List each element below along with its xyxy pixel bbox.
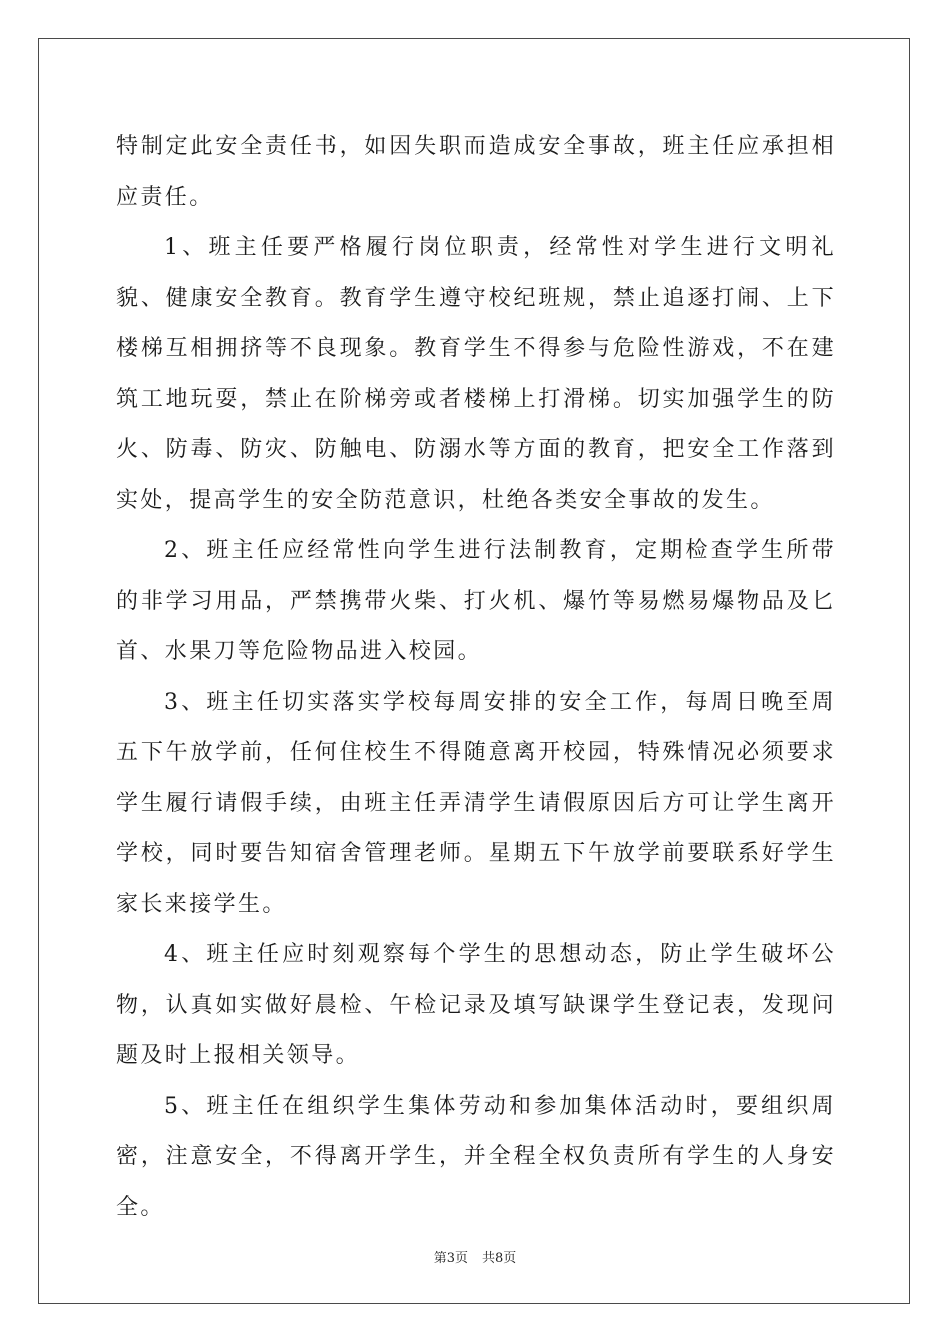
paragraph-item-1: 1、班主任要严格履行岗位职责，经常性对学生进行文明礼貌、健康安全教育。教育学生遵守校纪班规，禁止追逐打闹、上下楼梯互相拥挤等不良现象。教育学生不得参与危险性游戏，不在建筑工地玩耍，禁止在阶梯旁或者楼梯上打滑梯。切实加强学生的防火、防毒、防灾、防触电、防溺水等方面的教育，把安全工作落到实处，提高学生的安全防范意识，杜绝各类安全事故的发生。 — [116, 235, 836, 513]
page-total: 共8页 — [482, 1251, 517, 1266]
paragraph-item-2: 2、班主任应经常性向学生进行法制教育，定期检查学生所带的非学习用品，严禁携带火柴、打火机、爆竹等易燃易爆物品及匕首、水果刀等危险物品进入校园。 — [116, 538, 836, 664]
page-number: 第3页 — [433, 1251, 468, 1266]
document-body — [116, 122, 836, 1233]
page-footer — [0, 1247, 950, 1266]
paragraph-intro: 特制定此安全责任书，如因失职而造成安全事故，班主任应承担相应责任。 — [116, 134, 836, 210]
paragraph-item-4: 4、班主任应时刻观察每个学生的思想动态，防止学生破坏公物，认真如实做好晨检、午检记录及填写缺课学生登记表，发现问题及时上报相关领导。 — [116, 942, 836, 1068]
paragraph-item-5: 5、班主任在组织学生集体劳动和参加集体活动时，要组织周密，注意安全，不得离开学生，并全程全权负责所有学生的人身安全。 — [116, 1093, 836, 1220]
paragraph-item-3: 3、班主任切实落实学校每周安排的安全工作，每周日晚至周五下午放学前，任何住校生不得随意离开校园，特殊情况必须要求学生履行请假手续，由班主任弄清学生请假原因后方可让学生离开学校，同时要告知宿舍管理老师。星期五下午放学前要联系好学生家长来接学生。 — [116, 689, 836, 917]
